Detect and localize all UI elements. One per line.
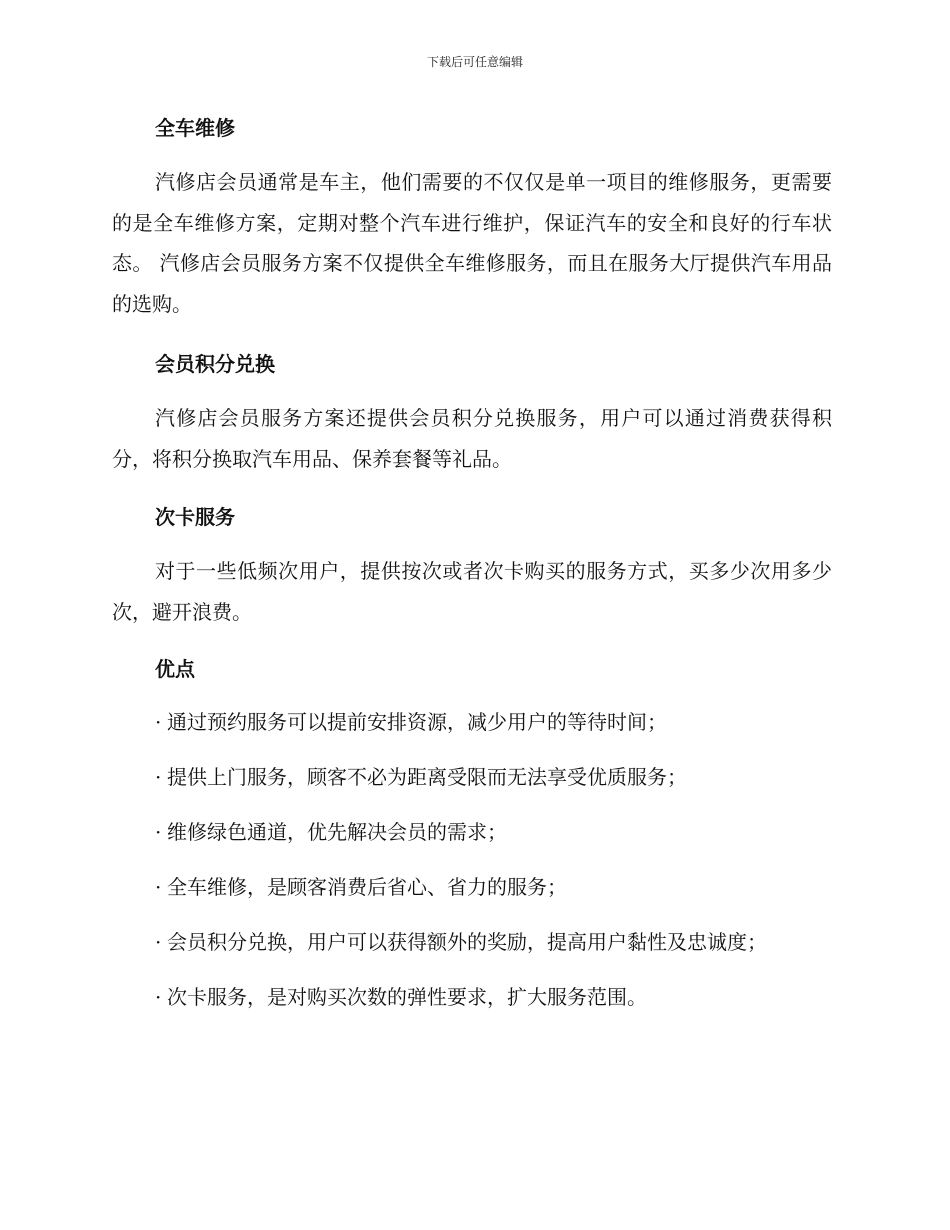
advantage-text: 全车维修，是顾客消费后省心、省力的服务； [167,875,567,899]
bullet-dot-icon: · [155,930,162,954]
bullet-dot-icon: · [155,765,162,789]
advantage-text: 次卡服务，是对购买次数的弹性要求，扩大服务范围。 [167,985,647,1009]
section-paragraph-points-exchange: 汽修店会员服务方案还提供会员积分兑换服务，用户可以通过消费获得积分，将积分换取汽车用品、保养套餐等礼品。 [112,406,832,471]
page-header: 下载后可任意编辑 [426,55,523,69]
advantage-text: 会员积分兑换，用户可以获得额外的奖励，提高用户黏性及忠诚度； [167,930,767,954]
advantage-text: 维修绿色通道，优先解决会员的需求； [167,820,507,844]
advantage-item [155,818,507,846]
advantages-heading: 优点 [155,657,195,681]
section-heading-points-exchange: 会员积分兑换 [155,352,275,376]
advantage-item [155,763,687,791]
advantage-item [155,928,767,956]
bullet-dot-icon: · [155,820,162,844]
advantage-item [155,708,667,736]
bullet-dot-icon: · [155,985,162,1009]
bullet-dot-icon: · [155,710,162,734]
section-heading-visit-card: 次卡服务 [155,505,235,529]
advantage-item [155,983,647,1011]
advantage-text: 通过预约服务可以提前安排资源，减少用户的等待时间； [167,710,667,734]
advantage-item [155,873,567,901]
section-paragraph-visit-card: 对于一些低频次用户，提供按次或者次卡购买的服务方式，买多少次用多少次，避开浪费。 [112,559,832,624]
bullet-dot-icon: · [155,875,162,899]
section-heading-full-car-repair: 全车维修 [155,116,235,140]
section-paragraph-full-car-repair: 汽修店会员通常是车主，他们需要的不仅仅是单一项目的维修服务，更需要的是全车维修方案，定期对整个汽车进行维护，保证汽车的安全和良好的行车状态。 汽修店会员服务方案不仅提供全车维修服务，而且在服务大厅提供汽车用品的选购。 [112,170,832,316]
advantage-text: 提供上门服务，顾客不必为距离受限而无法享受优质服务； [167,765,687,789]
